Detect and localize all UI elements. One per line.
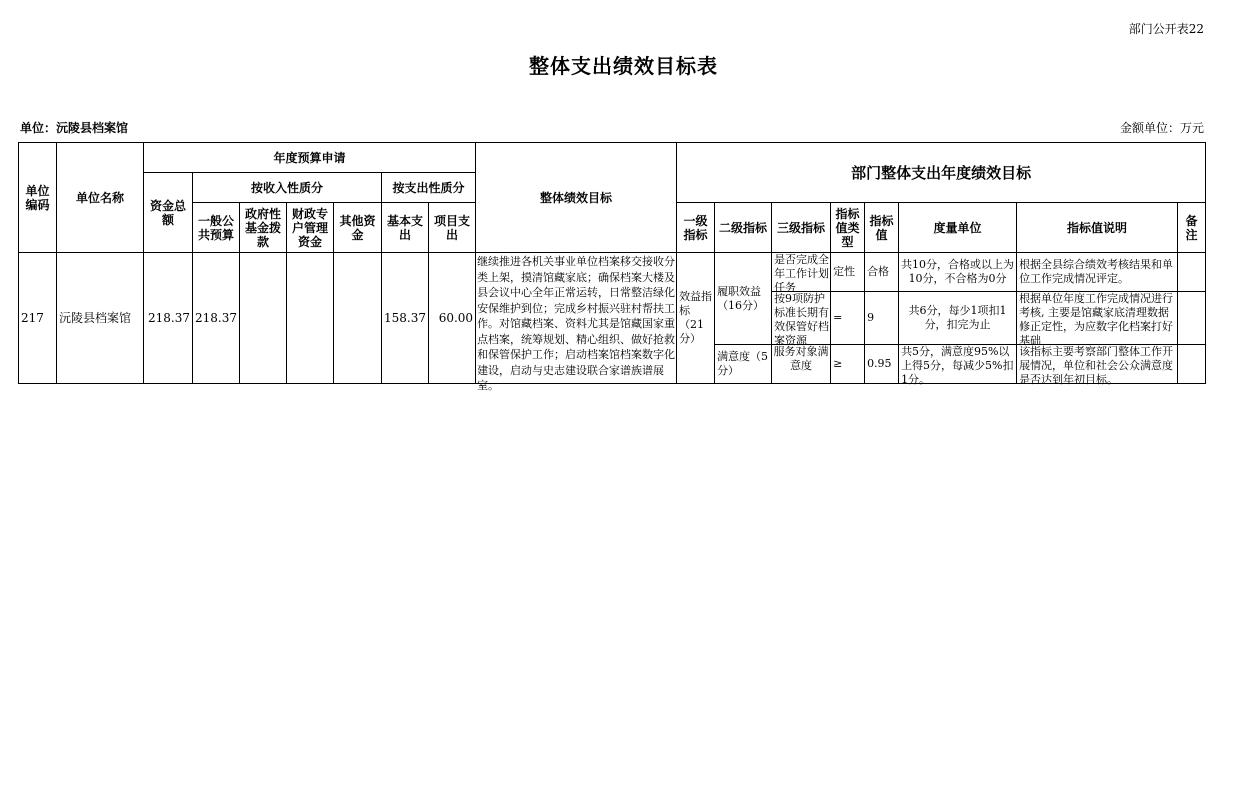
header-remark: 备注 bbox=[1178, 203, 1206, 253]
cell-gov-fund bbox=[240, 253, 287, 384]
cell-value-type-0: 定性 bbox=[831, 253, 865, 292]
header-by-income: 按收入性质分 bbox=[193, 173, 382, 203]
cell-special-fund bbox=[287, 253, 334, 384]
header-fund-total: 资金总额 bbox=[144, 173, 193, 253]
header-level1: 一级指标 bbox=[677, 203, 715, 253]
cell-measure-unit-2: 共5分，满意度95%以上得5分，每减少5%扣1分。 bbox=[899, 345, 1017, 384]
header-unit-code: 单位编码 bbox=[19, 143, 57, 253]
cell-value-desc-0: 根据全县综合绩效考核结果和单位工作完成情况评定。 bbox=[1017, 253, 1178, 292]
header-other-fund: 其他资金 bbox=[334, 203, 382, 253]
header-by-expense: 按支出性质分 bbox=[382, 173, 476, 203]
header-value-desc: 指标值说明 bbox=[1017, 203, 1178, 253]
cell-remark-1 bbox=[1178, 292, 1206, 345]
header-dept-goal: 部门整体支出年度绩效目标 bbox=[677, 143, 1206, 203]
cell-value-1: 9 bbox=[865, 292, 899, 345]
performance-table bbox=[18, 142, 1206, 392]
cell-level1: 效益指标（21分） bbox=[677, 253, 715, 384]
cell-general-budget: 218.37 bbox=[193, 253, 240, 384]
cell-level2-0: 履职效益（16分） bbox=[715, 253, 772, 345]
header-value-type: 指标值类型 bbox=[831, 203, 865, 253]
cell-value-2: 0.95 bbox=[865, 345, 899, 384]
cell-remark-0 bbox=[1178, 253, 1206, 292]
cell-measure-unit-1: 共6分，每少1项扣1分，扣完为止 bbox=[899, 292, 1017, 345]
unit-label: 单位：沅陵县档案馆 bbox=[20, 121, 129, 135]
cell-overall-goal: 继续推进各机关事业单位档案移交接收分类上架，摸清馆藏家底；确保档案大楼及县会议中心全年正常运转，日常整洁绿化安保维护到位；完成乡村振兴驻村帮扶工作。对馆藏档案、资料尤其是馆藏国家重点档案，统筹规划、精心组织、做好抢救和保管保护工作；启动档案馆档案数字化建设，启动与史志建设联合家谱族谱展室。 bbox=[476, 253, 677, 384]
cell-remark-2 bbox=[1178, 345, 1206, 384]
header-unit-name: 单位名称 bbox=[57, 143, 144, 253]
cell-unit-name: 沅陵县档案馆 bbox=[57, 253, 144, 384]
cell-value-desc-1: 根据单位年度工作完成情况进行考核, 主要是馆藏家底清理数据修正定性，为应数字化档案打好基础 bbox=[1017, 292, 1178, 345]
cell-unit-code: 217 bbox=[19, 253, 57, 384]
header-special-fund: 财政专户管理资金 bbox=[287, 203, 334, 253]
cell-other-fund bbox=[334, 253, 382, 384]
cell-value-type-2: ≥ bbox=[831, 345, 865, 384]
header-annual-budget: 年度预算申请 bbox=[144, 143, 476, 173]
header-value: 指标值 bbox=[865, 203, 899, 253]
header-project-expense: 项目支出 bbox=[429, 203, 476, 253]
cell-level3-2: 服务对象满意度 bbox=[772, 345, 831, 384]
cell-level3-0: 是否完成全年工作计划任务 bbox=[772, 253, 831, 292]
cell-basic-expense: 158.37 bbox=[382, 253, 429, 384]
cell-level2-2: 满意度（5分） bbox=[715, 345, 772, 384]
header-basic-expense: 基本支出 bbox=[382, 203, 429, 253]
cell-value-0: 合格 bbox=[865, 253, 899, 292]
money-unit-label: 金额单位：万元 bbox=[1119, 121, 1204, 135]
cell-value-desc-2: 该指标主要考察部门整体工作开展情况，单位和社会公众满意度是否达到年初目标。 bbox=[1017, 345, 1178, 384]
cell-level3-1: 按9项防护标准长期有效保管好档案资源 bbox=[772, 292, 831, 345]
cell-fund-total: 218.37 bbox=[144, 253, 193, 384]
header-gov-fund: 政府性基金拨款 bbox=[240, 203, 287, 253]
header-general-budget: 一般公共预算 bbox=[193, 203, 240, 253]
header-overall-goal: 整体绩效目标 bbox=[476, 143, 677, 253]
table-number-label: 部门公开表22 bbox=[1128, 22, 1204, 36]
cell-measure-unit-0: 共10分，合格或以上为10分，不合格为0分 bbox=[899, 253, 1017, 292]
header-level2: 二级指标 bbox=[715, 203, 772, 253]
page-title: 整体支出绩效目标表 bbox=[529, 54, 718, 78]
cell-value-type-1: = bbox=[831, 292, 865, 345]
header-level3: 三级指标 bbox=[772, 203, 831, 253]
cell-project-expense: 60.00 bbox=[429, 253, 476, 384]
header-measure-unit: 度量单位 bbox=[899, 203, 1017, 253]
